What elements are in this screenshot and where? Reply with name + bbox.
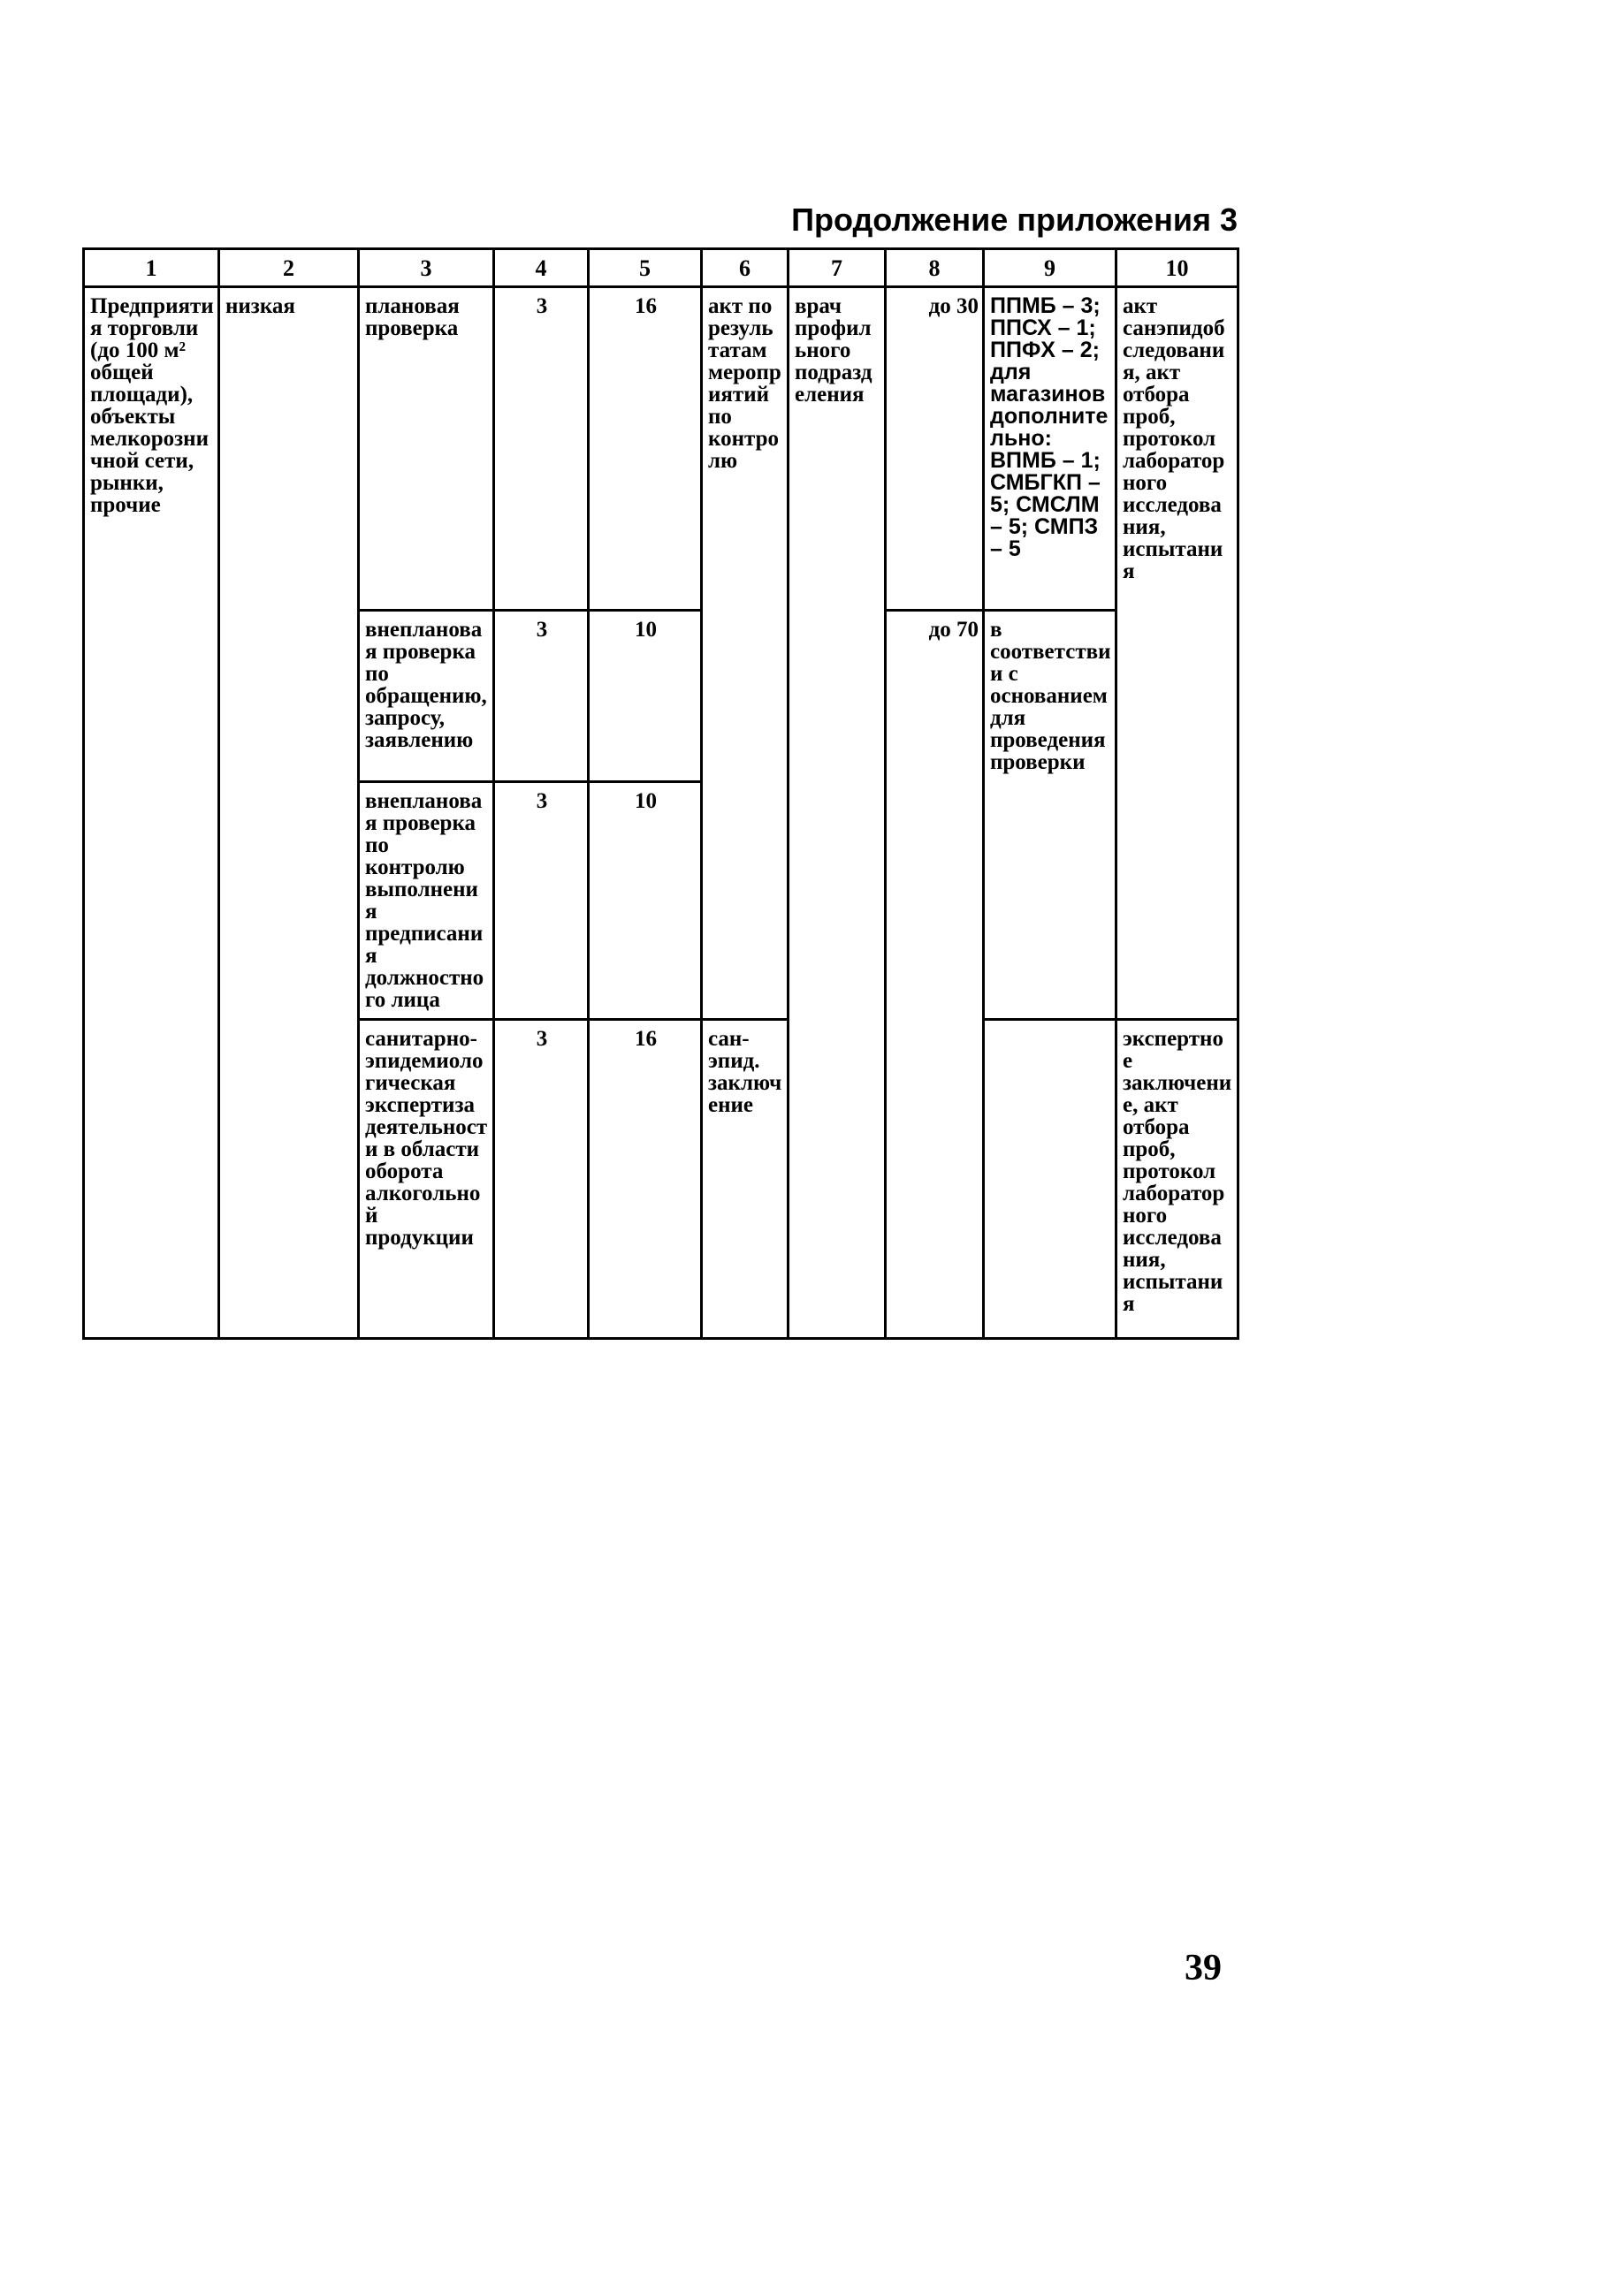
col10-cell: экспертное заключение, акт отбора проб, протокол лабораторного исследования, испытания [1116, 1020, 1238, 1339]
check-type-cell: санитарно-эпидемиологическая экспертиза деятельности в области оборота алкогольной продукции [359, 1020, 494, 1339]
check-type-cell: плановая проверка [359, 287, 494, 611]
col-header: 5 [589, 249, 702, 287]
check-type-cell: внеплановая проверка по обращению, запросу, заявлению [359, 611, 494, 782]
col5-cell: 16 [589, 1020, 702, 1339]
col-header: 6 [702, 249, 789, 287]
col4-cell: 3 [494, 782, 589, 1020]
col9-cell [984, 1020, 1116, 1339]
col5-cell: 10 [589, 611, 702, 782]
col4-cell: 3 [494, 1020, 589, 1339]
col8-cell: до 30 [886, 287, 984, 611]
risk-cell: низкая [219, 287, 359, 1339]
col-header: 2 [219, 249, 359, 287]
inspection-table [82, 247, 1239, 1340]
col5-cell: 10 [589, 782, 702, 1020]
col6-cell: сан-эпид. заключение [702, 1020, 789, 1339]
col-header: 10 [1116, 249, 1238, 287]
col8-cell: до 70 [886, 611, 984, 1339]
col-header: 7 [789, 249, 886, 287]
check-type-cell: внеплановая проверка по контролю выполнения предписания должностного лица [359, 782, 494, 1020]
col-header: 8 [886, 249, 984, 287]
page-heading: Продолжение приложения 3 [791, 201, 1238, 238]
col9-cell: в соответствии с основанием для проведения проверки [984, 611, 1116, 1020]
col9-cell: ППМБ – 3; ППСХ – 1; ППФХ – 2; для магазинов дополнительно: ВПМБ – 1; СМБГКП – 5; СМСЛМ – 5; СМПЗ – 5 [984, 287, 1116, 611]
col-header: 1 [84, 249, 219, 287]
col10-cell: акт санэпидобследования, акт отбора проб, протокол лабораторного исследования, испытания [1116, 287, 1238, 1020]
object-cell: Предприятия торговли (до 100 м² общей площади), объекты мелкорозничной сети, рынки, прочие [84, 287, 219, 1339]
page-number: 39 [1185, 1948, 1222, 1988]
col6-cell: акт по результатам мероприятий по контролю [702, 287, 789, 1020]
col-header: 4 [494, 249, 589, 287]
column-number-row [84, 249, 1238, 287]
col-header: 3 [359, 249, 494, 287]
table-row [84, 287, 1238, 611]
col5-cell: 16 [589, 287, 702, 611]
col-header: 9 [984, 249, 1116, 287]
col4-cell: 3 [494, 287, 589, 611]
col4-cell: 3 [494, 611, 589, 782]
col7-cell: врач профильного подразделения [789, 287, 886, 1339]
